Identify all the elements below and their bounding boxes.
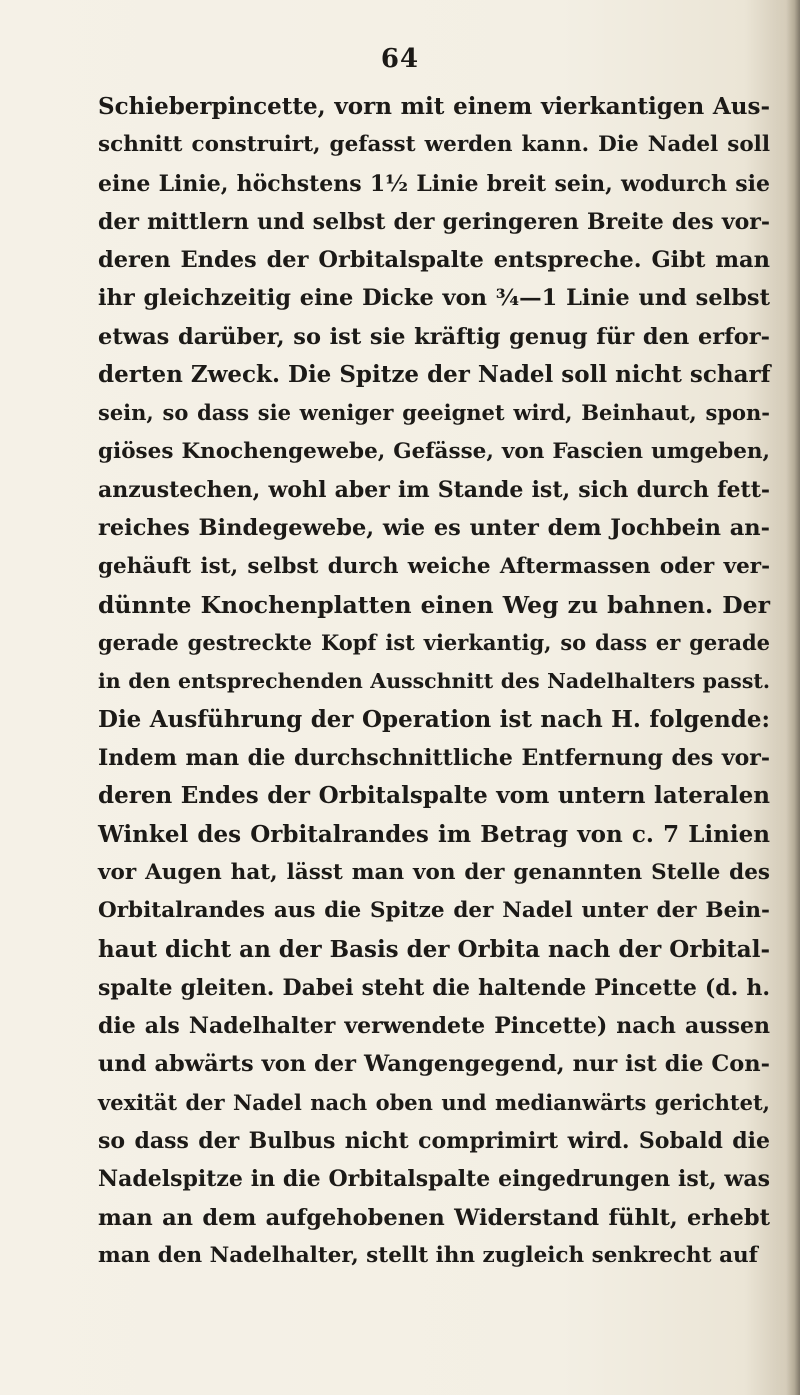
text-line: deren Endes der Orbitalspalte vom untern lateralen (98, 782, 770, 810)
text-line: derten Zweck. Die Spitze der Nadel soll nicht scharf (98, 361, 771, 389)
text-line: giöses Knochengewebe, Gefässe, von Fascien umgeben, (98, 438, 770, 464)
text-line: Orbitalrandes aus die Spitze der Nadel unter der Bein- (98, 898, 770, 924)
text-line: so dass der Bulbus nicht comprimirt wird. Sobald die (98, 1128, 770, 1155)
text-line: anzustechen, wohl aber im Stande ist, sich durch fett- (98, 476, 770, 503)
text-line: gerade gestreckte Kopf ist vierkantig, so dass er gerade (98, 630, 770, 656)
text-line: schnitt construirt, gefasst werden kann. Die Nadel soll (98, 132, 770, 158)
text-line: dünnte Knochenplatten einen Weg zu bahnen. Der (98, 590, 770, 619)
text-line: vor Augen hat, lässt man von der genannten Stelle des (98, 859, 770, 885)
text-line: Winkel des Orbitalrandes im Betrag von c. 7 Linien (98, 820, 770, 848)
text-line: vexität der Nadel nach oben und medianwärts gerichtet, (98, 1089, 770, 1115)
text-line: und abwärts von der Wangengegend, nur ist die Con- (98, 1051, 770, 1078)
text-line: sein, so dass sie weniger geeignet wird, Beinhaut, spon- (98, 400, 770, 426)
text-line: Die Ausführung der Operation ist nach H. folgende: (98, 705, 770, 733)
text-line: spalte gleiten. Dabei steht die haltende Pincette (d. h. (98, 974, 770, 1001)
page-edge-shadow (786, 0, 800, 1395)
text-line: Nadelspitze in die Orbitalspalte eingedrungen ist, was (98, 1166, 770, 1193)
page-number: 64 (380, 44, 420, 74)
text-line: der mittlern und selbst der geringeren Breite des vor- (98, 208, 770, 235)
text-line: man an dem aufgehobenen Widerstand fühlt, erhebt (98, 1204, 770, 1231)
text-line: reiches Bindegewebe, wie es unter dem Jochbein an- (98, 515, 770, 542)
text-line: gehäuft ist, selbst durch weiche Aftermassen oder ver- (98, 553, 770, 579)
body-text (98, 88, 770, 1275)
text-line: man den Nadelhalter, stellt ihn zugleich senkrecht auf (98, 1242, 758, 1268)
text-line: deren Endes der Orbitalspalte entspreche. Gibt man (98, 247, 770, 274)
text-line: in den entsprechenden Ausschnitt des Nadelhalters passt. (98, 669, 770, 694)
text-line: haut dicht an der Basis der Orbita nach der Orbital- (98, 935, 770, 963)
text-line: ihr gleichzeitig eine Dicke von ¾—1 Linie und selbst (98, 285, 770, 312)
text-line: Schieberpincette, vorn mit einem vierkantigen Aus- (98, 93, 770, 120)
text-line: Indem man die durchschnittliche Entfernung des vor- (98, 745, 770, 772)
text-line: etwas darüber, so ist sie kräftig genug für den erfor- (98, 323, 770, 350)
text-line: die als Nadelhalter verwendete Pincette) nach aussen (98, 1013, 770, 1040)
text-line: eine Linie, höchstens 1½ Linie breit sein, wodurch sie (98, 170, 770, 197)
